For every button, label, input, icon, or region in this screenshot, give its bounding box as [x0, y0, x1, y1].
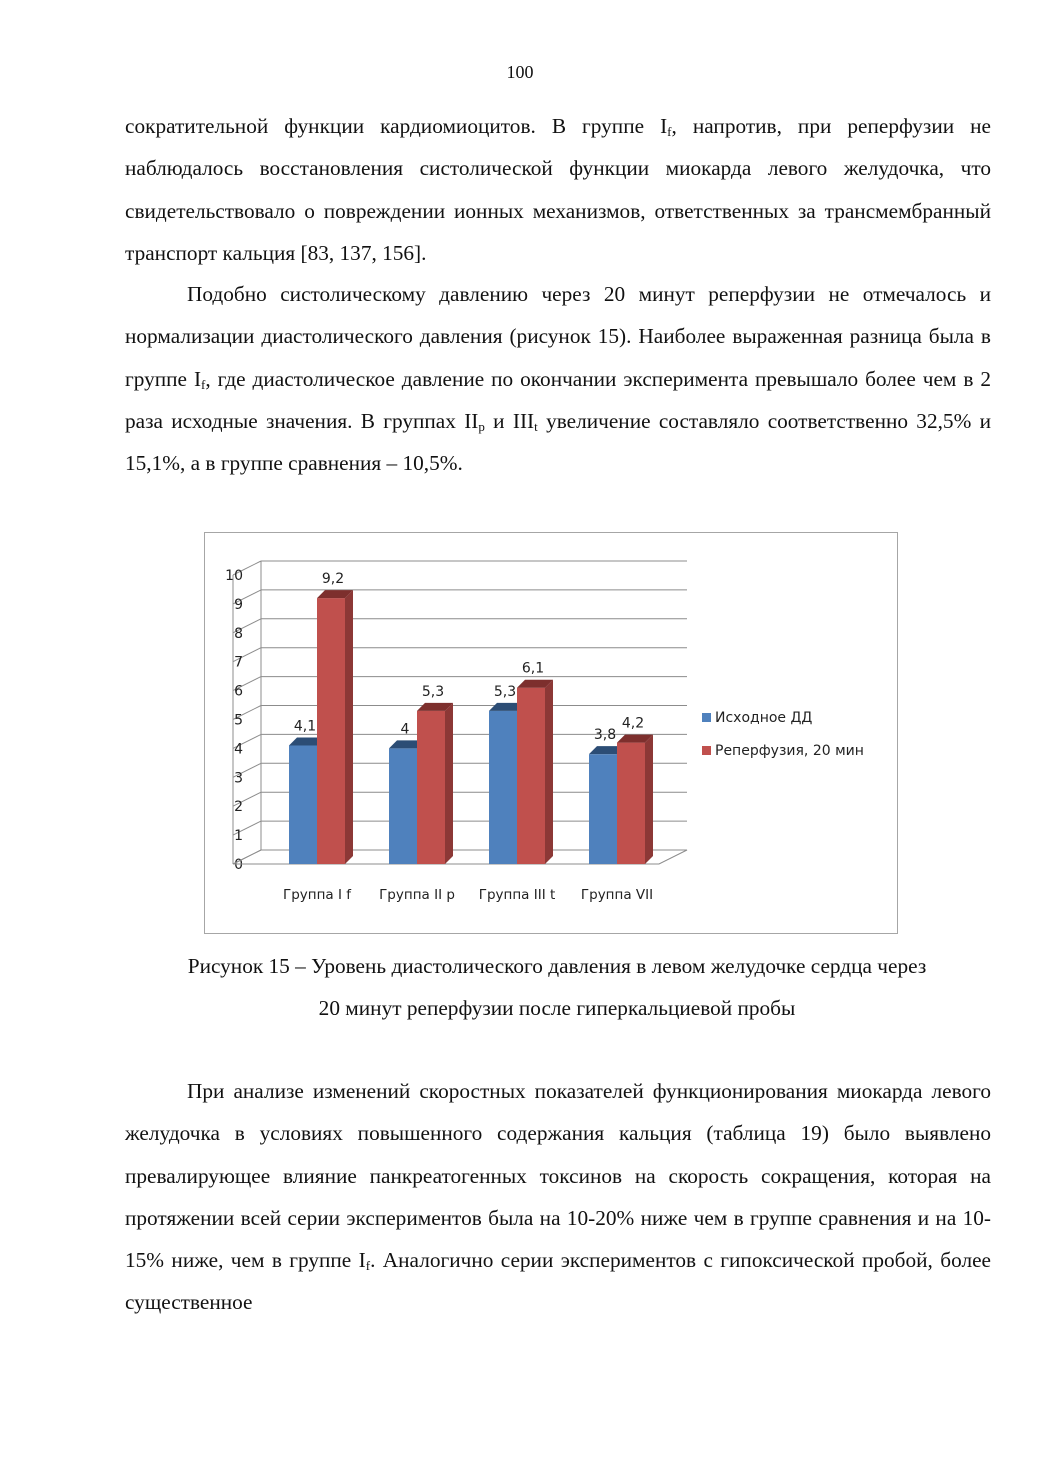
- bar: [617, 743, 645, 864]
- x-tick-label: Группа III t: [478, 887, 556, 903]
- bar-side: [445, 703, 453, 864]
- paragraph-text: сократительной функции кардиомиоцитов. В группе I: [125, 114, 668, 138]
- subscript: f: [365, 1258, 371, 1274]
- paragraph-text: и III: [484, 408, 535, 433]
- bar: [289, 746, 317, 864]
- y-tick-label: 8: [234, 625, 243, 642]
- paragraph-3: [125, 1070, 991, 1324]
- legend-swatch: [702, 713, 711, 722]
- y-tick-label: 1: [234, 828, 243, 845]
- data-label: 4,1: [293, 718, 317, 735]
- data-label: 6,1: [521, 660, 545, 677]
- y-tick-label: 6: [234, 683, 243, 700]
- legend-label: Реперфузия, 20 мин: [715, 743, 864, 759]
- paragraph-text: увеличение составляло соответственно 32,5% и 15,1%, а в группе сравнения – 10,5%.: [125, 408, 992, 476]
- paragraph-text: При анализе изменений скоростных показателей функционирования миокарда левого желудочка в условиях повышенного содержания кальция (таблица 19) было выявлено превалирующее влияние панкреатогенных токсинов на скорость сокращения, которая на протяжении всей серии экспериментов была на 10-20% ниже чем в группе сравнения и на 10-15% ниже, чем в группе I: [125, 1079, 991, 1273]
- paragraph-2: [125, 273, 991, 484]
- data-label: 4,2: [621, 715, 645, 732]
- caption-line-2: 20 минут реперфузии после гиперкальциевой пробы: [318, 996, 796, 1020]
- subscript: p: [478, 418, 485, 434]
- y-tick-label: 0: [234, 857, 243, 873]
- paragraph-text: , напротив, при реперфузии не наблюдалось восстановления систолической функции миокарда левого желудочка, что свидетельствовало о повреждении ионных механизмов, ответственных за трансмембранный транспорт кальция [83, 137, 156].: [125, 114, 991, 265]
- paragraph-text: Подобно систолическому давлению через 20 минут реперфузии не отмечалось и нормализации диастолического давления (рисунок 15). Наиболее выраженная разница была в группе I: [125, 282, 991, 391]
- caption-line-1: Рисунок 15 – Уровень диастолического давления в левом желудочке сердца через: [187, 954, 927, 978]
- subscript: f: [201, 376, 206, 392]
- y-tick-label: 9: [234, 596, 243, 613]
- subscript: t: [534, 418, 538, 434]
- y-tick-label: 4: [234, 741, 243, 758]
- y-tick-label: 10: [225, 568, 243, 584]
- bar-side: [645, 735, 653, 864]
- paragraph-text: , где диастолическое давление по окончании эксперимента превышало более чем в 2 раза исходные значения. В группах II: [125, 366, 991, 433]
- bar-side: [545, 680, 553, 864]
- bar: [317, 598, 345, 864]
- data-label: 9,2: [321, 571, 345, 588]
- y-tick-label: 7: [234, 654, 243, 671]
- paragraph-text: . Аналогично серии экспериментов с гипоксической пробой, более существенное: [125, 1248, 991, 1315]
- data-label: 5,3: [421, 683, 445, 700]
- legend-label: Исходное ДД: [715, 710, 813, 726]
- bar: [517, 688, 545, 864]
- page-number: 100: [506, 62, 534, 82]
- data-label: 5,3: [493, 683, 517, 700]
- bar-chart: [205, 533, 899, 935]
- data-label: 4: [400, 721, 410, 738]
- bar-side: [345, 590, 353, 864]
- bar: [417, 711, 445, 864]
- x-tick-label: Группа I f: [282, 887, 352, 903]
- x-tick-label: Группа II p: [379, 887, 455, 903]
- y-tick-label: 3: [234, 770, 243, 787]
- y-tick-label: 5: [234, 712, 243, 729]
- subscript: f: [667, 124, 672, 139]
- x-tick-label: Группа VII: [580, 887, 654, 903]
- y-tick-label: 2: [234, 799, 243, 816]
- bar: [489, 711, 517, 864]
- chart-frame: [204, 532, 898, 934]
- paragraph-1: [125, 105, 991, 274]
- bar: [589, 754, 617, 864]
- data-label: 3,8: [593, 727, 617, 744]
- bar: [389, 748, 417, 864]
- legend-swatch: [702, 746, 711, 755]
- figure-caption: [0, 945, 1040, 1029]
